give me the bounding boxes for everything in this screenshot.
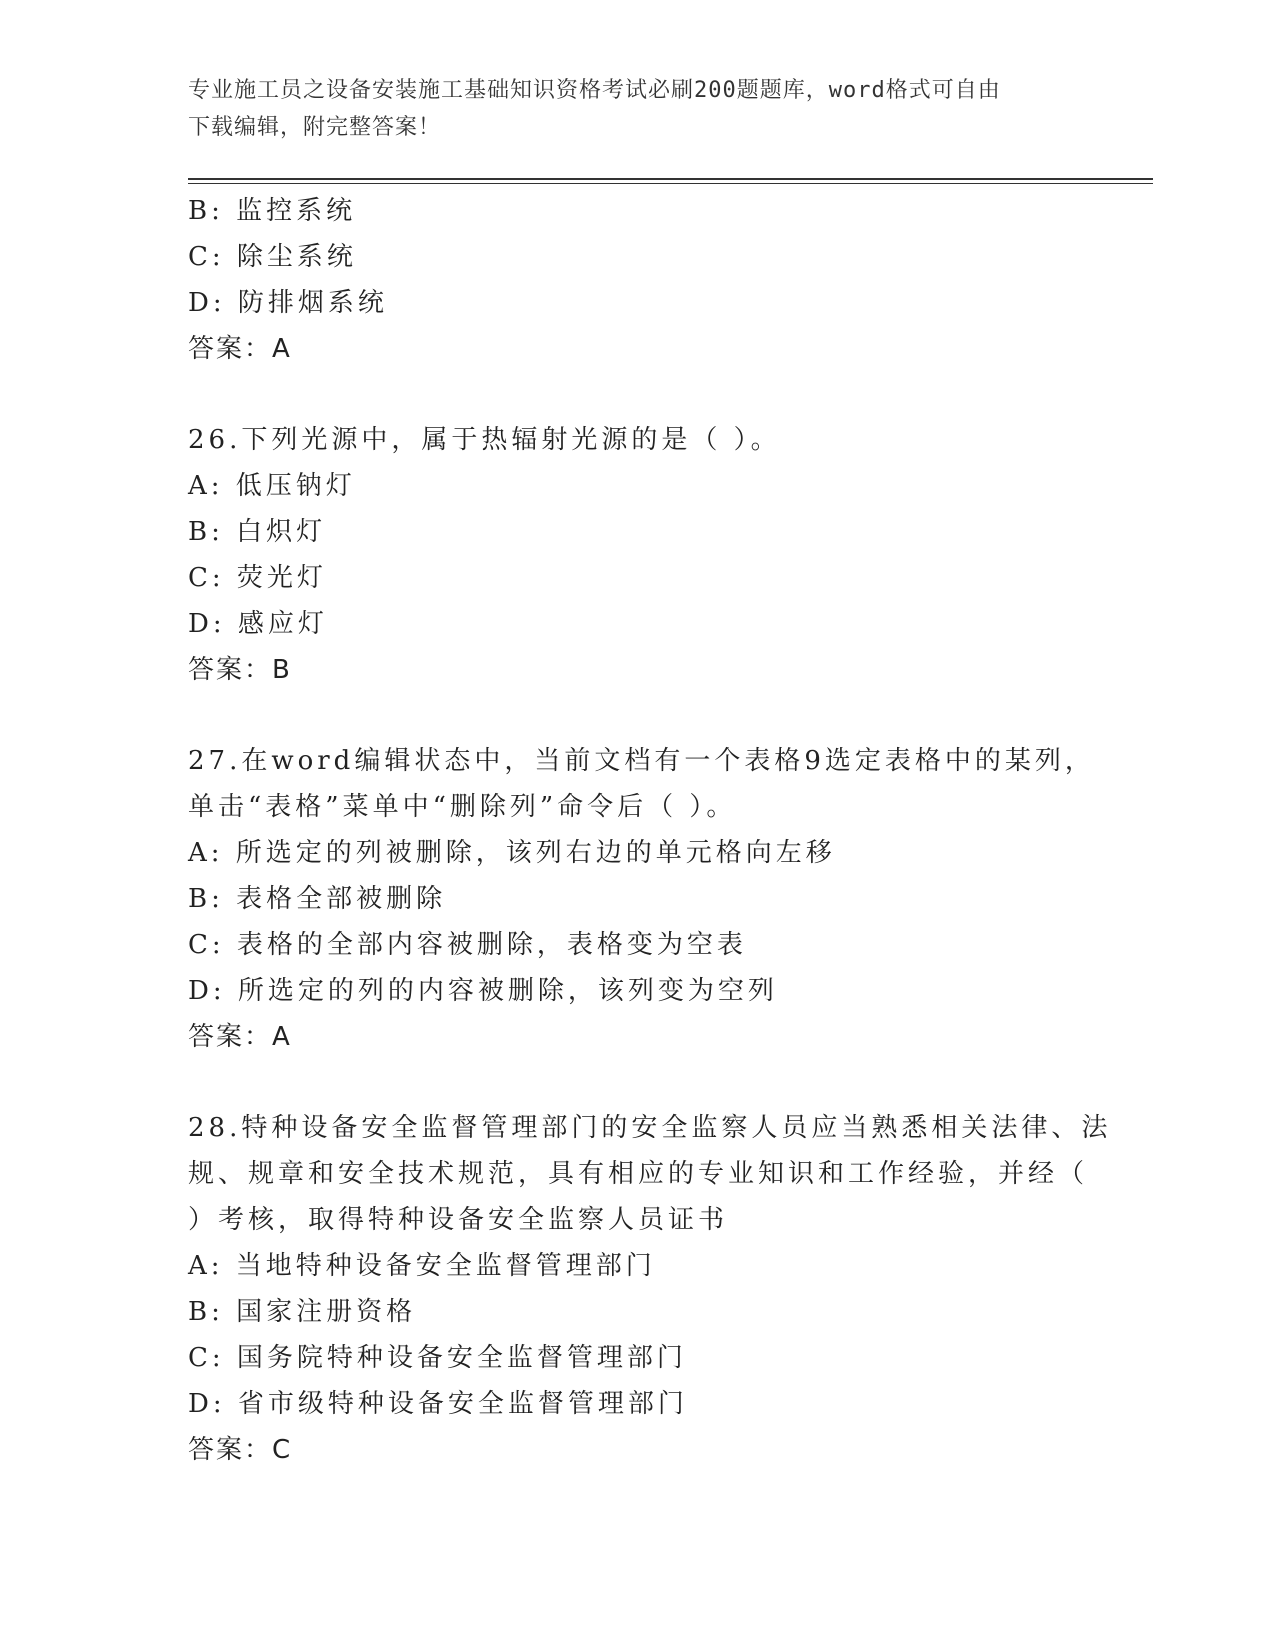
question-text-line-3: ）考核，取得特种设备安全监察人员证书 xyxy=(188,1205,729,1235)
question-27 xyxy=(188,738,1095,1060)
option-b: B: 表格全部被删除 xyxy=(188,884,447,914)
question-text: 26.下列光源中，属于热辐射光源的是（ ）。 xyxy=(188,425,781,455)
option-c: C: 荧光灯 xyxy=(188,563,327,593)
header-divider-thick xyxy=(188,178,1153,180)
spacer xyxy=(188,372,1088,417)
question-25-tail xyxy=(188,188,1088,372)
question-text-line-1: 28.特种设备安全监督管理部门的安全监察人员应当熟悉相关法律、法 xyxy=(188,1113,1112,1143)
answer-line: 答案：C xyxy=(188,1435,293,1465)
question-28 xyxy=(188,1105,1112,1473)
option-a: A: 低压钠灯 xyxy=(188,471,356,501)
question-text-line-2: 规、规章和安全技术规范，具有相应的专业知识和工作经验，并经（ xyxy=(188,1159,1089,1189)
header-line-1: 专业施工员之设备安装施工基础知识资格考试必刷200题题库，word格式可自由 xyxy=(188,78,1001,103)
option-d: D: 省市级特种设备安全监督管理部门 xyxy=(188,1389,688,1419)
spacer xyxy=(188,693,1088,738)
document-header xyxy=(188,72,1088,146)
option-a: A: 当地特种设备安全监督管理部门 xyxy=(188,1251,656,1281)
answer-line: 答案：A xyxy=(188,1022,292,1052)
option-b: B: 国家注册资格 xyxy=(188,1297,417,1327)
option-b: B: 白炽灯 xyxy=(188,517,327,547)
question-text-line-1: 27.在word编辑状态中，当前文档有一个表格9选定表格中的某列， xyxy=(188,746,1095,776)
option-c: C: 表格的全部内容被删除，表格变为空表 xyxy=(188,930,747,960)
option-b: B: 监控系统 xyxy=(188,196,357,226)
question-content xyxy=(188,188,1112,1473)
answer-line: 答案：B xyxy=(188,655,292,685)
option-d: D: 所选定的列的内容被删除，该列变为空列 xyxy=(188,976,778,1006)
header-divider-thin xyxy=(188,183,1153,184)
option-c: C: 除尘系统 xyxy=(188,242,357,272)
option-d: D: 感应灯 xyxy=(188,609,328,639)
question-text-line-2: 单击“表格”菜单中“删除列”命令后（ ）。 xyxy=(188,792,737,822)
header-line-2: 下载编辑，附完整答案！ xyxy=(188,115,442,140)
option-d: D: 防排烟系统 xyxy=(188,288,388,318)
option-c: C: 国务院特种设备安全监督管理部门 xyxy=(188,1343,687,1373)
answer-line: 答案：A xyxy=(188,334,292,364)
question-26 xyxy=(188,417,1088,693)
spacer xyxy=(188,1060,1088,1105)
option-a: A: 所选定的列被删除，该列右边的单元格向左移 xyxy=(188,838,836,868)
